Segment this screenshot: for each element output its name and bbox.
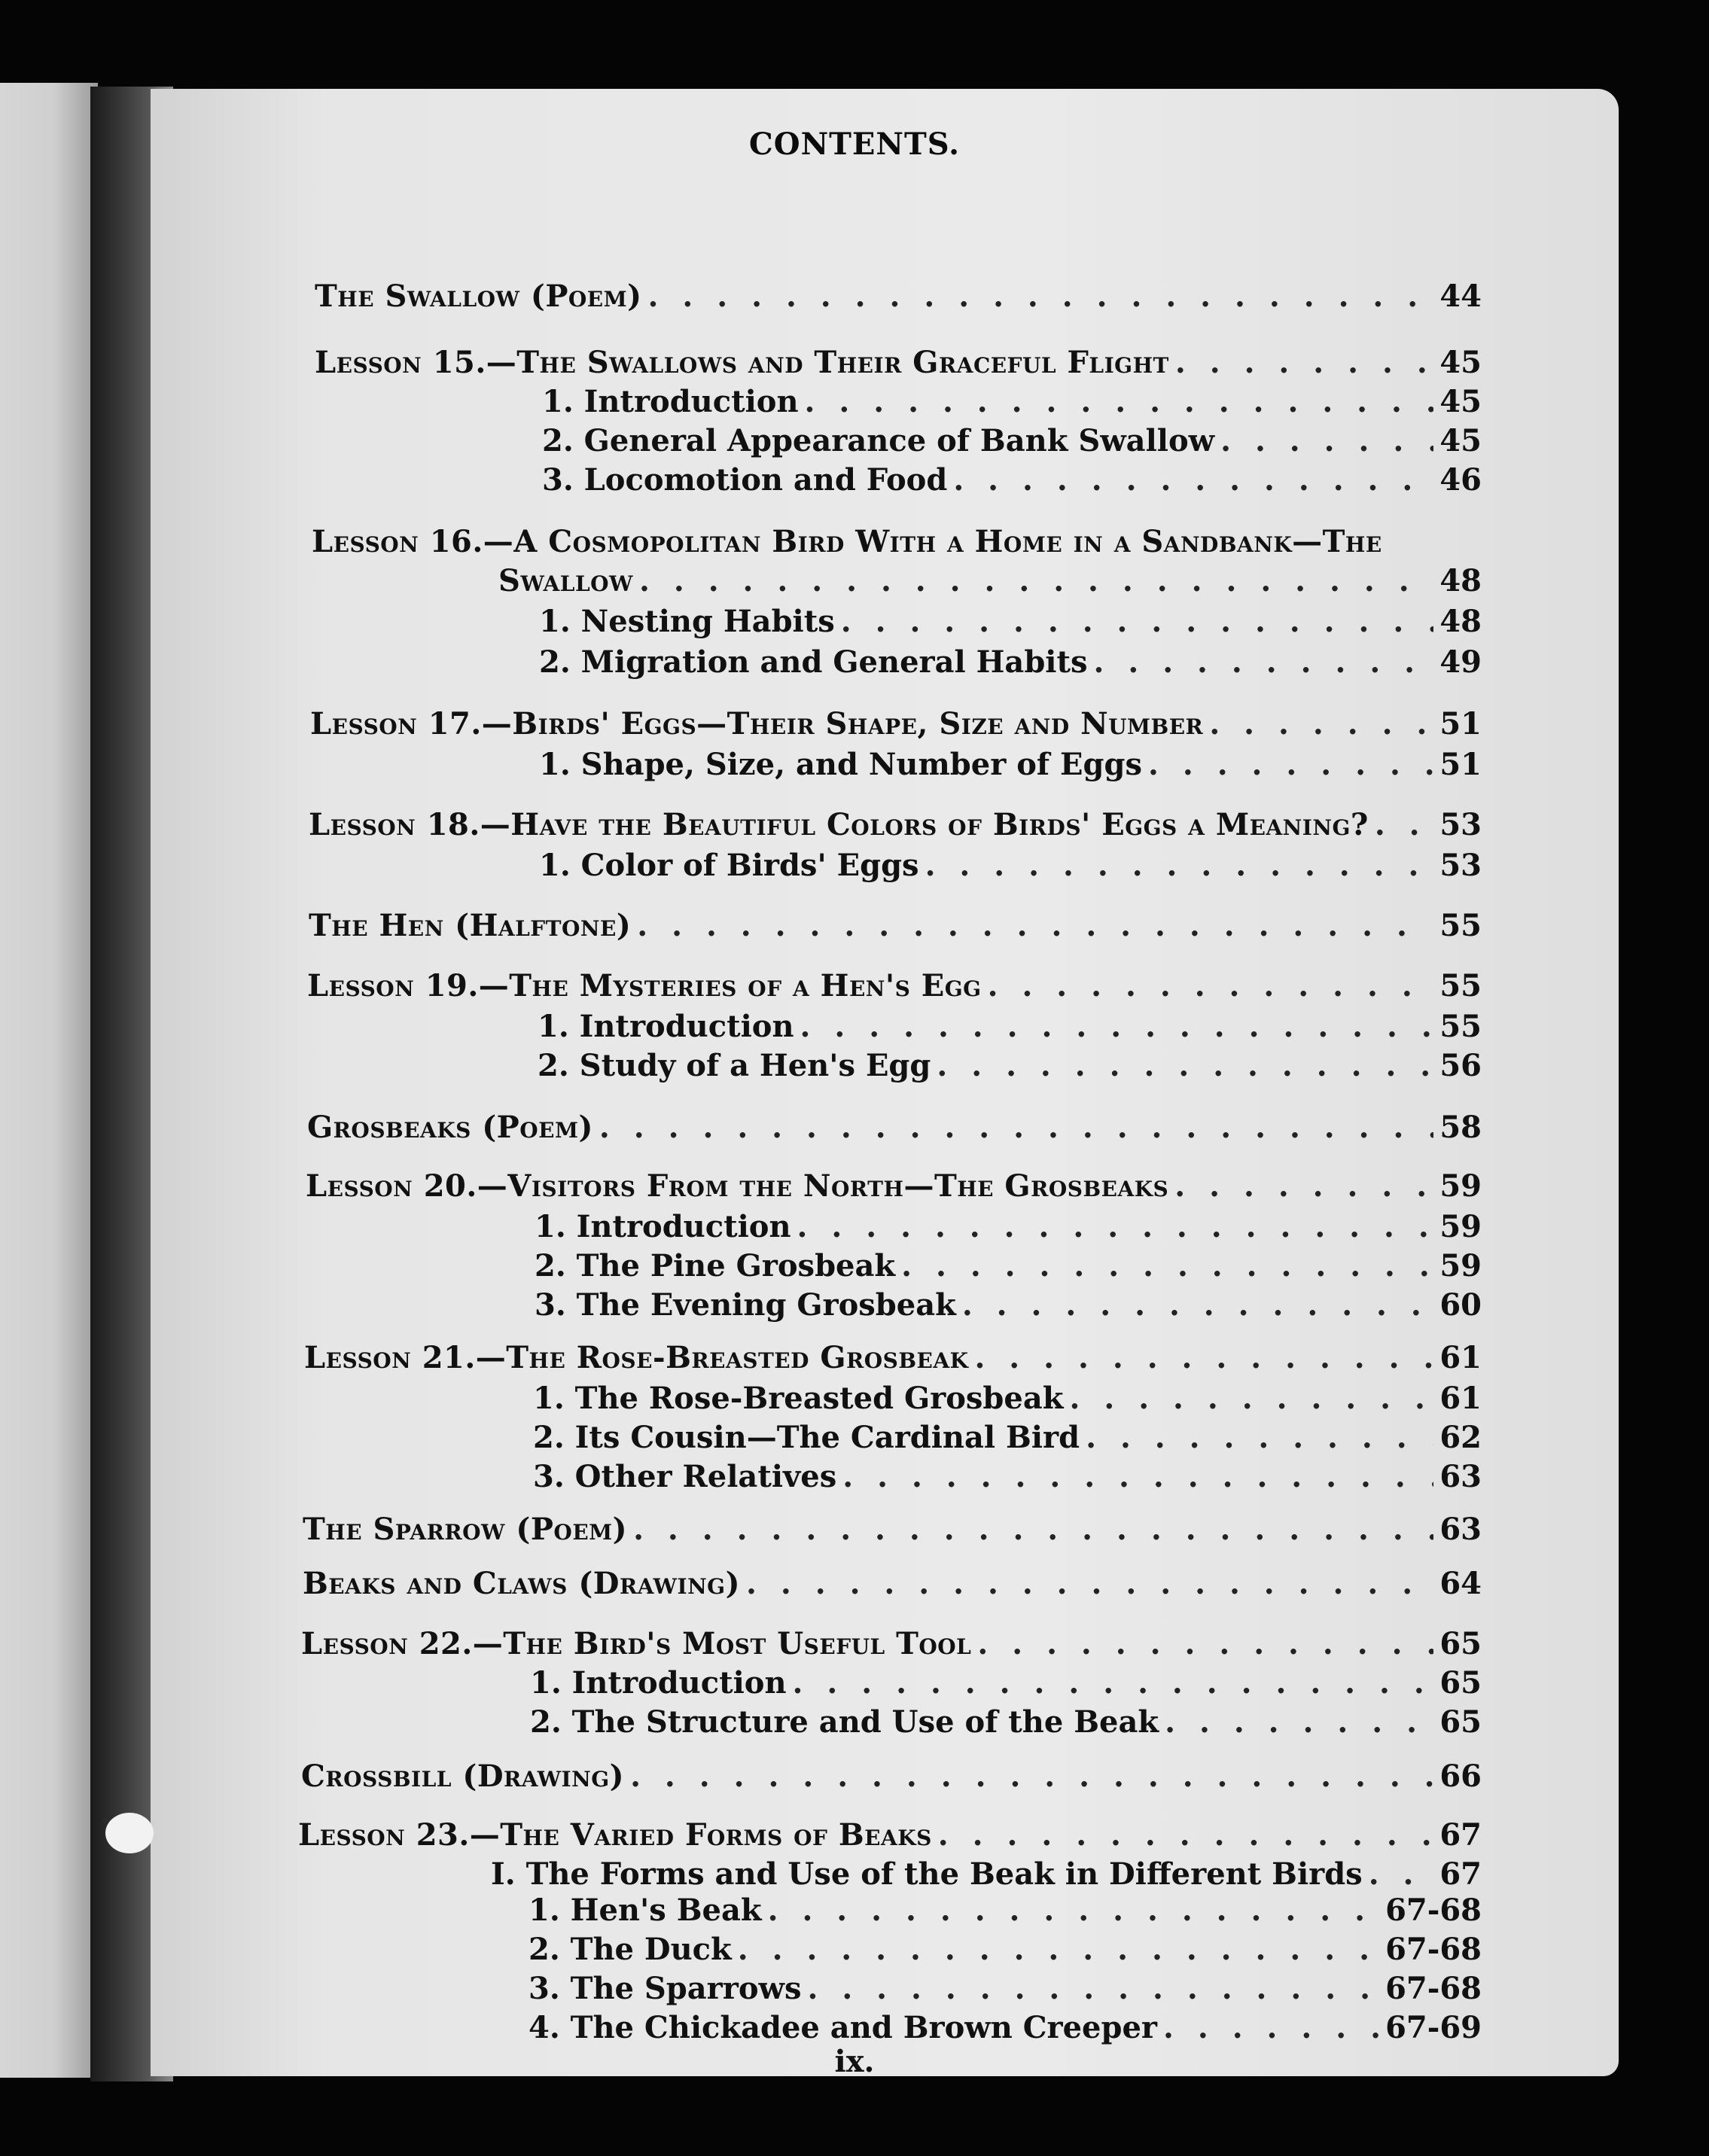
toc-entry bbox=[315, 345, 1482, 381]
toc-subentry bbox=[542, 384, 1482, 420]
entry-page: 65 bbox=[1439, 1665, 1482, 1701]
toc-entry bbox=[298, 1817, 1482, 1853]
entry-page: 67-69 bbox=[1385, 2010, 1482, 2045]
entry-page: 55 bbox=[1439, 908, 1482, 943]
entry-title: 2. Study of a Hen's Egg bbox=[538, 1048, 931, 1083]
entry-title: The Hen (Halftone) bbox=[309, 908, 632, 943]
toc-entry bbox=[301, 1759, 1482, 1795]
entry-title: Swallow bbox=[498, 563, 633, 598]
toc-subentry bbox=[529, 1932, 1482, 1968]
entry-page: 55 bbox=[1439, 968, 1482, 1003]
toc-entry bbox=[306, 1168, 1482, 1204]
entry-page: 46 bbox=[1439, 462, 1482, 498]
toc-entry bbox=[310, 706, 1482, 742]
entry-page: 63 bbox=[1439, 1512, 1482, 1547]
entry-page: 53 bbox=[1439, 848, 1482, 883]
toc-subentry bbox=[529, 2010, 1482, 2046]
toc-subentry bbox=[539, 604, 1482, 640]
toc-subentry bbox=[530, 1665, 1482, 1701]
toc-subentry bbox=[535, 1209, 1482, 1245]
entry-title: Lesson 17.—Birds' Eggs—Their Shape, Size and Number bbox=[310, 706, 1204, 742]
entry-page: 65 bbox=[1439, 1626, 1482, 1661]
entry-page: 44 bbox=[1439, 279, 1482, 314]
entry-page: 58 bbox=[1439, 1110, 1482, 1145]
entry-page: 49 bbox=[1439, 644, 1482, 680]
toc-subentry bbox=[538, 1048, 1482, 1084]
entry-page: 51 bbox=[1439, 747, 1482, 782]
paper-blemish bbox=[105, 1813, 154, 1853]
entry-title: Beaks and Claws (Drawing) bbox=[303, 1566, 741, 1601]
entry-title: Lesson 22.—The Bird's Most Useful Tool bbox=[301, 1626, 972, 1661]
entry-page: 51 bbox=[1439, 706, 1482, 742]
entry-title: I. The Forms and Use of the Beak in Different Birds bbox=[491, 1856, 1363, 1892]
entry-title: Crossbill (Drawing) bbox=[301, 1759, 625, 1794]
entry-title: The Swallow (Poem) bbox=[315, 279, 642, 314]
page-number: ix. bbox=[834, 2044, 875, 2079]
entry-title: 2. Its Cousin—The Cardinal Bird bbox=[533, 1420, 1080, 1455]
toc-entry bbox=[301, 1626, 1482, 1662]
entry-title: 1. Hen's Beak bbox=[529, 1893, 762, 1928]
toc-subentry bbox=[539, 848, 1482, 884]
entry-page: 60 bbox=[1439, 1287, 1482, 1323]
entry-page: 48 bbox=[1439, 604, 1482, 639]
entry-page: 53 bbox=[1439, 807, 1482, 842]
toc-entry bbox=[498, 563, 1482, 599]
entry-page: 61 bbox=[1439, 1340, 1482, 1375]
entry-page: 62 bbox=[1439, 1420, 1482, 1455]
entry-page: 67 bbox=[1439, 1856, 1482, 1892]
entry-title: 2. The Pine Grosbeak bbox=[535, 1248, 896, 1284]
entry-title: 1. Color of Birds' Eggs bbox=[539, 848, 919, 883]
entry-page: 45 bbox=[1439, 384, 1482, 419]
toc-subentry bbox=[530, 1704, 1482, 1740]
entry-title: 3. Other Relatives bbox=[533, 1459, 837, 1494]
entry-title: 3. The Evening Grosbeak bbox=[535, 1287, 956, 1323]
entry-title: 1. Introduction bbox=[542, 384, 799, 419]
toc-subentry bbox=[491, 1856, 1482, 1893]
entry-title: 1. The Rose-Breasted Grosbeak bbox=[533, 1381, 1064, 1416]
entry-page: 55 bbox=[1439, 1009, 1482, 1044]
entry-title: Lesson 21.—The Rose-Breasted Grosbeak bbox=[304, 1340, 969, 1375]
facing-page-edge bbox=[0, 83, 98, 2078]
toc-subentry bbox=[533, 1381, 1482, 1417]
entry-page: 67-68 bbox=[1385, 1971, 1482, 2006]
toc-subentry bbox=[542, 423, 1482, 459]
entry-page: 67 bbox=[1439, 1817, 1482, 1853]
toc-entry bbox=[309, 807, 1482, 843]
entry-title: 1. Introduction bbox=[538, 1009, 794, 1044]
entry-title: 3. The Sparrows bbox=[529, 1971, 802, 2006]
entry-title: 3. Locomotion and Food bbox=[542, 462, 948, 498]
toc-entry bbox=[309, 908, 1482, 944]
entry-title: Grosbeaks (Poem) bbox=[307, 1110, 593, 1145]
toc-subentry bbox=[539, 747, 1482, 783]
entry-page: 45 bbox=[1439, 423, 1482, 458]
toc-subentry bbox=[533, 1459, 1482, 1495]
entry-title: 1. Shape, Size, and Number of Eggs bbox=[539, 747, 1142, 782]
toc-subentry bbox=[533, 1420, 1482, 1456]
entry-page: 59 bbox=[1439, 1209, 1482, 1244]
toc-entry bbox=[303, 1566, 1482, 1602]
entry-page: 63 bbox=[1439, 1459, 1482, 1494]
entry-page: 59 bbox=[1439, 1168, 1482, 1204]
entry-title: 4. The Chickadee and Brown Creeper bbox=[529, 2010, 1157, 2045]
entry-title: 2. The Structure and Use of the Beak bbox=[530, 1704, 1159, 1740]
entry-page: 67-68 bbox=[1385, 1932, 1482, 1967]
entry-page: 59 bbox=[1439, 1248, 1482, 1284]
toc-entry bbox=[307, 968, 1482, 1004]
page-title: CONTENTS. bbox=[748, 126, 961, 162]
entry-page: 56 bbox=[1439, 1048, 1482, 1083]
toc-subentry bbox=[538, 1009, 1482, 1045]
entry-page: 61 bbox=[1439, 1381, 1482, 1416]
entry-title: Lesson 15.—The Swallows and Their Graceful Flight bbox=[315, 345, 1169, 380]
entry-title: Lesson 18.—Have the Beautiful Colors of Birds' Eggs a Meaning? bbox=[309, 807, 1369, 842]
entry-page: 45 bbox=[1439, 345, 1482, 380]
entry-title: Lesson 20.—Visitors From the North—The Grosbeaks bbox=[306, 1168, 1169, 1204]
entry-title: 2. General Appearance of Bank Swallow bbox=[542, 423, 1215, 458]
toc-subentry bbox=[529, 1893, 1482, 1929]
entry-title: 1. Introduction bbox=[535, 1209, 791, 1244]
entry-page: 48 bbox=[1439, 563, 1482, 598]
entry-page: 65 bbox=[1439, 1704, 1482, 1740]
entry-title: The Sparrow (Poem) bbox=[303, 1512, 628, 1547]
toc-entry bbox=[307, 1110, 1482, 1146]
entry-title: 2. Migration and General Habits bbox=[539, 644, 1088, 680]
toc-entry bbox=[304, 1340, 1482, 1376]
toc-subentry bbox=[535, 1248, 1482, 1284]
entry-page: 67-68 bbox=[1385, 1893, 1482, 1928]
entry-page: 66 bbox=[1439, 1759, 1482, 1794]
toc-subentry bbox=[535, 1287, 1482, 1323]
entry-page: 64 bbox=[1439, 1566, 1482, 1601]
entry-title: Lesson 16.—A Cosmopolitan Bird With a Home in a Sandbank—The bbox=[312, 524, 1382, 559]
toc-entry bbox=[303, 1512, 1482, 1548]
toc-subentry bbox=[539, 644, 1482, 681]
entry-title: Lesson 23.—The Varied Forms of Beaks bbox=[298, 1817, 932, 1853]
entry-title: 2. The Duck bbox=[529, 1932, 732, 1967]
entry-title: 1. Nesting Habits bbox=[539, 604, 835, 639]
entry-title: Lesson 19.—The Mysteries of a Hen's Egg bbox=[307, 968, 982, 1003]
toc-subentry bbox=[529, 1971, 1482, 2007]
toc-entry bbox=[315, 279, 1482, 315]
entry-title: 1. Introduction bbox=[530, 1665, 787, 1701]
toc-subentry bbox=[542, 462, 1482, 498]
